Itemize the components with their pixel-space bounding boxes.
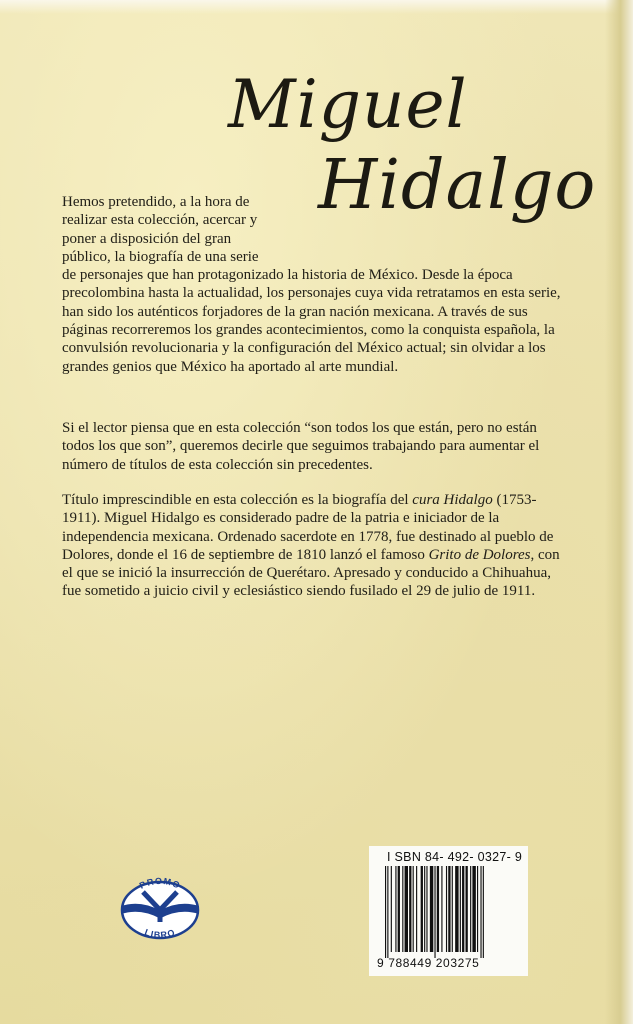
- barcode-bar: [409, 866, 411, 952]
- barcode-bar: [470, 866, 471, 952]
- barcode-bar: [426, 866, 427, 952]
- isbn-number: I SBN 84- 492- 0327- 9: [387, 850, 523, 864]
- barcode-label: [369, 846, 528, 976]
- barcode-bar: [446, 866, 447, 952]
- barcode-bar: [462, 866, 464, 952]
- barcode-bar: [398, 866, 400, 952]
- barcode-bar: [437, 866, 439, 952]
- logo-bottom-text: LIBRO: [143, 927, 177, 941]
- barcode-bar: [402, 866, 403, 952]
- title-first-name: Miguel: [228, 66, 468, 143]
- biography-text-part: Título imprescindible en esta colección es la biografía del: [62, 492, 413, 508]
- biography-paragraph: [62, 491, 567, 601]
- ean-digits: 9 788449 203275: [377, 956, 480, 970]
- biography-italic-term: Grito de Dolores: [428, 546, 531, 563]
- barcode-bar: [472, 866, 475, 952]
- barcode-bar: [441, 866, 442, 952]
- barcode-bar: [391, 866, 392, 952]
- barcode-bar: [448, 866, 450, 952]
- barcode-bar: [434, 866, 435, 958]
- barcode-bar: [405, 866, 408, 952]
- biography-italic-term: cura Hidalgo: [412, 492, 493, 508]
- publisher-logo: [113, 874, 207, 942]
- intro-line: Hemos pretendido, a la hora de: [62, 194, 250, 210]
- barcode-bars: [383, 866, 515, 958]
- intro-line: poner a disposición del gran: [62, 230, 232, 247]
- barcode-bar: [455, 866, 458, 952]
- logo-top-text: PROMO: [137, 875, 183, 891]
- intro-line: público, la biografía de una serie: [62, 248, 259, 265]
- barcode-bar: [424, 866, 425, 952]
- barcode-bar: [416, 866, 417, 952]
- barcode-bar: [483, 866, 484, 958]
- barcode-bar: [466, 866, 468, 952]
- title-last-name: Hidalgo: [318, 146, 597, 225]
- collection-text: Si el lector piensa que en esta colección “son todos los que están, pero no están todos los que son”, queremos decirle que seguimos trabajando para aumentar el número de títulos de esta colección sin precedentes.: [62, 420, 540, 473]
- cover-right-edge: [605, 0, 633, 1024]
- barcode-bar: [413, 866, 414, 952]
- intro-line: realizar esta colección, acercar y: [62, 212, 258, 229]
- cover-top-edge: [0, 0, 633, 14]
- collection-paragraph: [62, 419, 567, 474]
- barcode-bar: [395, 866, 396, 952]
- barcode-bar: [430, 866, 433, 952]
- intro-paragraph: [62, 193, 567, 376]
- biography-text-part: (1753-1911). Miguel Hidalgo es considerado padre de la patria e iniciador de la independencia mexicana. Ordenado sacerdote en 1778, fue destinado al pueblo de Dolores, donde el 16 de septiembre de 1810 lanzó el famoso: [62, 492, 554, 563]
- barcode-bar: [387, 866, 388, 958]
- biography-text-part: , con el que se inició la insurrección de Querétaro. Apresado y conducido a Chihuahua, fue sometido a juicio civil y eclesiástico siendo fusilado el 29 de julio de 1911.: [62, 546, 560, 600]
- barcode-bar: [477, 866, 478, 952]
- barcode-bar: [385, 866, 386, 958]
- barcode-bar: [480, 866, 481, 958]
- intro-paragraph-rest: de personajes que han protagonizado la historia de México. Desde la época precolombina hasta la actualidad, los personajes cuya vida retratamos en esta serie, han sido los auténticos forjadores de la gran nación mexicana. A través de sus páginas recorreremos los grandes acontecimientos, como la conquista española, la convulsión revolucionaria y la configuración del México actual; sin olvidar a los grandes genios que México ha aportado al arte mundial.: [62, 267, 561, 375]
- logo-y-stem: [158, 908, 163, 922]
- barcode-bar: [460, 866, 461, 952]
- barcode-bar: [452, 866, 453, 952]
- barcode-bar: [421, 866, 423, 952]
- biography-text: [62, 491, 567, 601]
